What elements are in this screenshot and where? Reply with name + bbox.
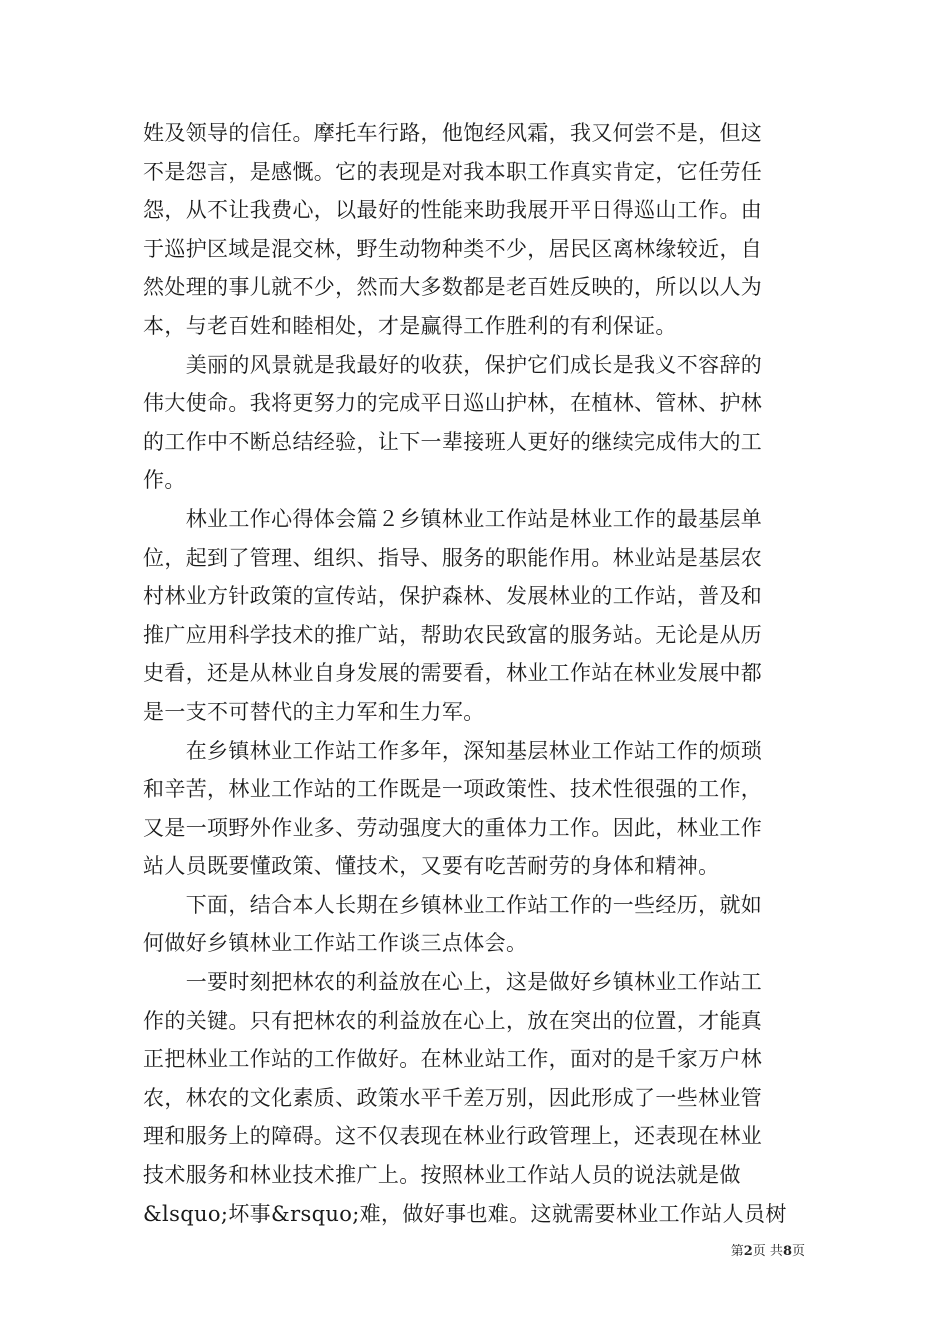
text-line: 位，起到了管理、组织、指导、服务的职能作用。林业站是基层农 xyxy=(143,545,763,570)
text-line: 理和服务上的障碍。这不仅表现在林业行政管理上，还表现在林业 xyxy=(143,1124,763,1149)
text-line: 推广应用科学技术的推广站，帮助农民致富的服务站。无论是从历 xyxy=(143,622,763,647)
text-line: 农，林农的文化素质、政策水平千差万别，因此形成了一些林业管 xyxy=(143,1085,763,1110)
text-line: 史看，还是从林业自身发展的需要看，林业工作站在林业发展中都 xyxy=(143,661,763,686)
text-line: 作的关键。只有把林农的利益放在心上，放在突出的位置，才能真 xyxy=(143,1008,763,1033)
footer-suffix: 页 xyxy=(791,1244,805,1259)
text-line: 下面，结合本人长期在乡镇林业工作站工作的一些经历，就如 xyxy=(143,892,763,917)
text-line: 是一支不可替代的主力军和生力军。 xyxy=(143,699,485,724)
text-line: 村林业方针政策的宣传站，保护森林、发展林业的工作站，普及和 xyxy=(143,584,763,609)
total-pages-number: 8 xyxy=(782,1244,792,1259)
body-text xyxy=(143,114,811,1233)
text-line: 林业工作心得体会篇２乡镇林业工作站是林业工作的最基层单 xyxy=(143,506,763,531)
text-line: 作。 xyxy=(143,468,186,493)
footer-prefix: 第 xyxy=(730,1244,744,1259)
text-line: 本，与老百姓和睦相处，才是赢得工作胜利的有利保证。 xyxy=(143,313,677,338)
text-line: 一要时刻把林农的利益放在心上，这是做好乡镇林业工作站工 xyxy=(143,970,763,995)
footer-middle: 页 共 xyxy=(752,1244,783,1259)
text-line: 技术服务和林业技术推广上。按照林业工作站人员的说法就是做 xyxy=(143,1163,741,1188)
text-line: 又是一项野外作业多、劳动强度大的重体力工作。因此，林业工作 xyxy=(143,815,763,840)
page-footer xyxy=(731,1244,805,1260)
text-line: 在乡镇林业工作站工作多年，深知基层林业工作站工作的烦琐 xyxy=(143,738,763,763)
text-line: 不是怨言，是感慨。它的表现是对我本职工作真实肯定，它任劳任 xyxy=(143,159,763,184)
text-line: 的工作中不断总结经验，让下一辈接班人更好的继续完成伟大的工 xyxy=(143,429,763,454)
text-line: 站人员既要懂政策、懂技术，又要有吃苦耐劳的身体和精神。 xyxy=(143,854,720,879)
text-line: 怨，从不让我费心，以最好的性能来助我展开平日得巡山工作。由 xyxy=(143,198,763,223)
text-line: 和辛苦，林业工作站的工作既是一项政策性、技术性很强的工作， xyxy=(143,777,763,802)
text-line: 正把林业工作站的工作做好。在林业站工作，面对的是千家万户林 xyxy=(143,1047,763,1072)
text-line: 何做好乡镇林业工作站工作谈三点体会。 xyxy=(143,931,528,956)
text-line: 美丽的风景就是我最好的收获，保护它们成长是我义不容辞的 xyxy=(143,352,763,377)
text-line: 然处理的事儿就不少，然而大多数都是老百姓反映的，所以以人为 xyxy=(143,275,763,300)
current-page-number: 2 xyxy=(743,1244,753,1259)
text-line: &lsquo;坏事&rsquo;难，做好事也难。这就需要林业工作站人员树 xyxy=(143,1201,787,1226)
text-line: 于巡护区域是混交林，野生动物种类不少，居民区离林缘较近，自 xyxy=(143,236,763,261)
text-line: 姓及领导的信任。摩托车行路，他饱经风霜，我又何尝不是，但这 xyxy=(143,121,763,145)
text-line: 伟大使命。我将更努力的完成平日巡山护林，在植林、管林、护林 xyxy=(143,391,763,416)
